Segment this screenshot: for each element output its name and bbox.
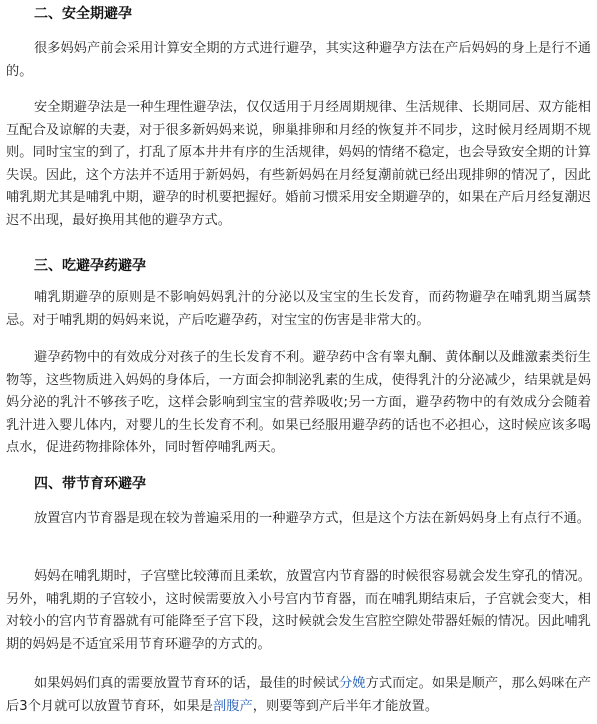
section-heading-iud: 四、带节育环避孕 (34, 476, 146, 492)
paragraph: 避孕药物中的有效成分对孩子的生长发育不利。避孕药中含有睾丸酮、黄体酮以及雌激素类衍生物等，这些物质进入妈妈的身体后，一方面会抑制泌乳素的生成，使得乳汁的分泌减少，结果就是妈妈分泌的乳汁不够孩子吃，这样会影响到宝宝的营养吸收;另一方面，避孕药物中的有效成分会随着乳汁进入婴儿体内，对婴儿的生长发育不利。如果已经服用避孕药的话也不必担心，这时候应该多喝点水，促进药物排除体外，同时暂停哺乳两天。 (6, 350, 591, 455)
paragraph-with-links (6, 673, 591, 718)
link-cesarean[interactable]: 剖腹产 (213, 698, 253, 714)
paragraph-text: 如果妈妈们真的需要放置节育环的话，最佳的时候试 (34, 676, 340, 691)
link-childbirth[interactable]: 分娩 (339, 676, 366, 691)
paragraph: 放置宫内节育器是现在较为普遍采用的一种避孕方式，但是这个方法在新妈妈身上有点行不通。 (34, 511, 590, 526)
paragraph: 很多妈妈产前会采用计算安全期的方式进行避孕，其实这种避孕方法在产后妈妈的身上是行不通的。 (6, 41, 591, 79)
paragraph-text: 方式而定。如果是顺产，那么妈咪在产后3个月就可以放置节育环，如果是 (6, 676, 591, 714)
section-heading-safe-period: 二、安全期避孕 (34, 6, 132, 22)
paragraph-text: ，则要等到产后半年才能放置。 (252, 698, 439, 714)
paragraph: 哺乳期避孕的原则是不影响妈妈乳汁的分泌以及宝宝的生长发育，而药物避孕在哺乳期当属禁忌。对于哺乳期的妈妈来说，产后吃避孕药，对宝宝的伤害是非常大的。 (6, 290, 591, 328)
paragraph: 妈妈在哺乳期时，子宫壁比较薄而且柔软，放置宫内节育器的时候很容易就会发生穿孔的情况。另外，哺乳期的子宫较小，这时候需要放入小号宫内节育器，而在哺乳期结束后，子宫就会变大，相对较小的宫内节育器就有可能降至子宫下段，这时候就会发生宫腔空隙处带器妊娠的情况。因此哺乳期的妈妈是不适宜采用节育环避孕的方式的。 (6, 569, 591, 652)
section-heading-contraceptive-pill: 三、吃避孕药避孕 (34, 258, 146, 274)
paragraph: 安全期避孕法是一种生理性避孕法，仅仅适用于月经周期规律、生活规律、长期同居、双方能相互配合及谅解的夫妻，对于很多新妈妈来说，卵巢排卵和月经的恢复并不同步，这时候月经周期不规则。同时宝宝的到了，打乱了原本井井有序的生活规律，妈妈的情绪不稳定，也会导致安全期的计算失误。因此，这个方法并不适用于新妈妈，有些新妈妈在月经复潮前就已经出现排卵的情况了，因此哺乳期尤其是哺乳中期，避孕的时机要把握好。婚前习惯采用安全期避孕的，如果在产后月经复潮迟迟不出现，最好换用其他的避孕方式。 (6, 100, 591, 228)
